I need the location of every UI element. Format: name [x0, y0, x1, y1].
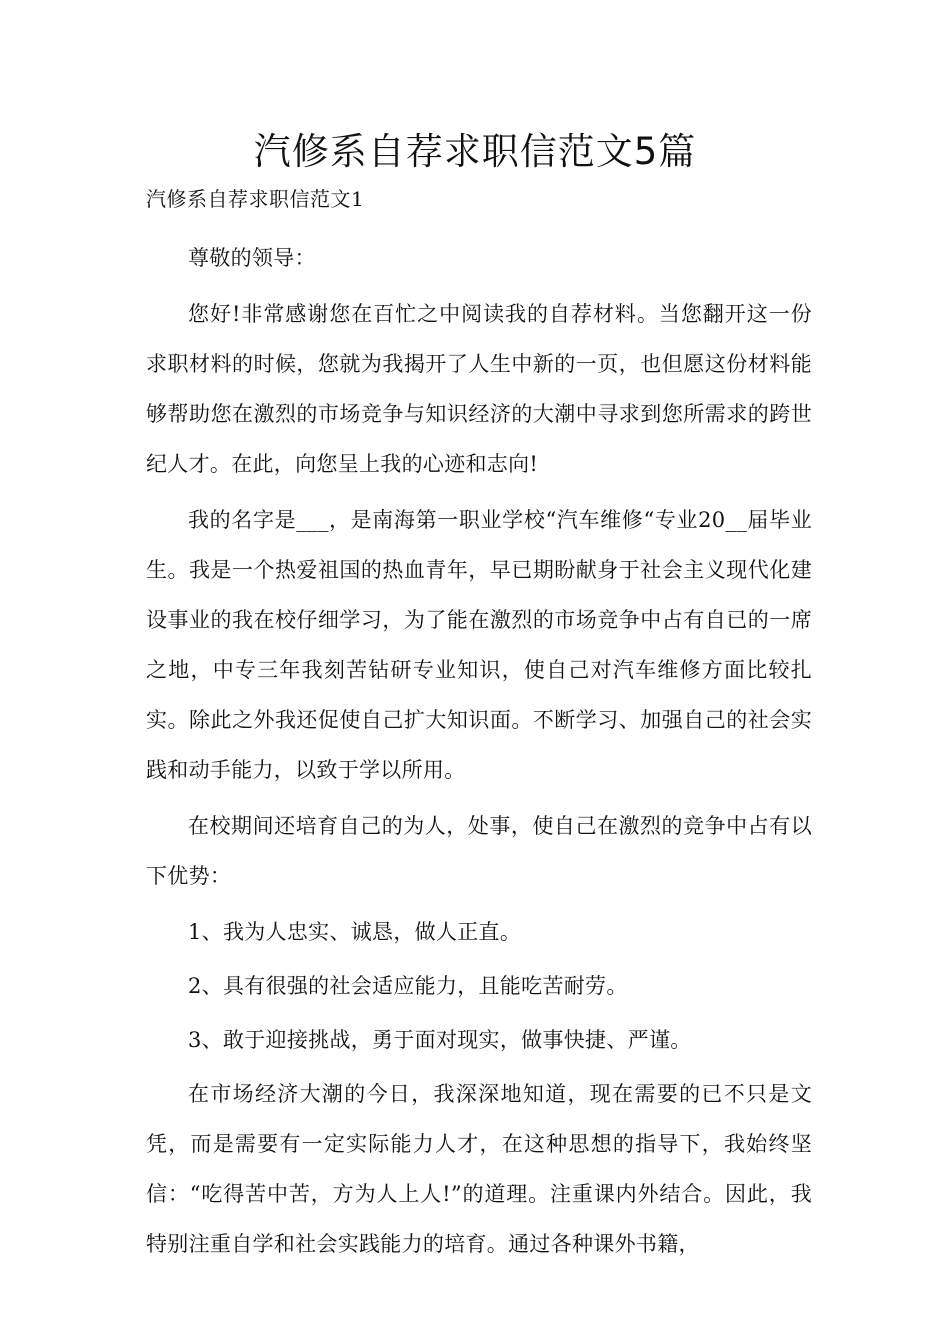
document-title: 汽修系自荐求职信范文5篇 — [253, 130, 697, 173]
paragraph-market-economy: 在市场经济大潮的今日，我深深地知道，现在需要的已不只是文凭，而是需要有一定实际能力人才，在这种思想的指导下，我始终坚信：“吃得苦中苦，方为人上人!”的道理。注重课内外结合。因此，我特别注重自学和社会实践能力的培育。通过各种课外书籍， — [146, 1082, 812, 1256]
paragraph-advantages-intro: 在校期间还培育自己的为人，处事，使自己在激烈的竞争中占有以下优势： — [146, 814, 812, 888]
paragraph-greeting: 您好!非常感谢您在百忙之中阅读我的自荐材料。当您翻开这一份求职材料的时候，您就为我揭开了人生中新的一页，也但愿这份材料能够帮助您在激烈的市场竞争与知识经济的大潮中寻求到您所需求的跨世纪人才。在此，向您呈上我的心迹和志向! — [146, 302, 812, 476]
section-heading: 汽修系自荐求职信范文1 — [146, 187, 365, 211]
paragraph-introduction: 我的名字是___，是南海第一职业学校“汽车维修“专业20__届毕业生。我是一个热爱祖国的热血青年，早已期盼献身于社会主义现代化建设事业的我在校仔细学习，为了能在激烈的市场竞争中占有自已的一席之地，中专三年我刻苦钻研专业知识，使自己对汽车维修方面比较扎实。除此之外我还促使自己扩大知识面。不断学习、加强自己的社会实践和动手能力，以致于学以所用。 — [146, 508, 812, 782]
letter-body — [146, 233, 812, 1275]
list-item-advantage-2: 2、具有很强的社会适应能力，且能吃苦耐劳。 — [188, 974, 628, 998]
list-item-advantage-1: 1、我为人忠实、诚恳，做人正直。 — [188, 920, 522, 944]
salutation: 尊敬的领导： — [188, 246, 316, 270]
list-item-advantage-3: 3、敢于迎接挑战，勇于面对现实，做事快捷、严谨。 — [188, 1028, 692, 1052]
